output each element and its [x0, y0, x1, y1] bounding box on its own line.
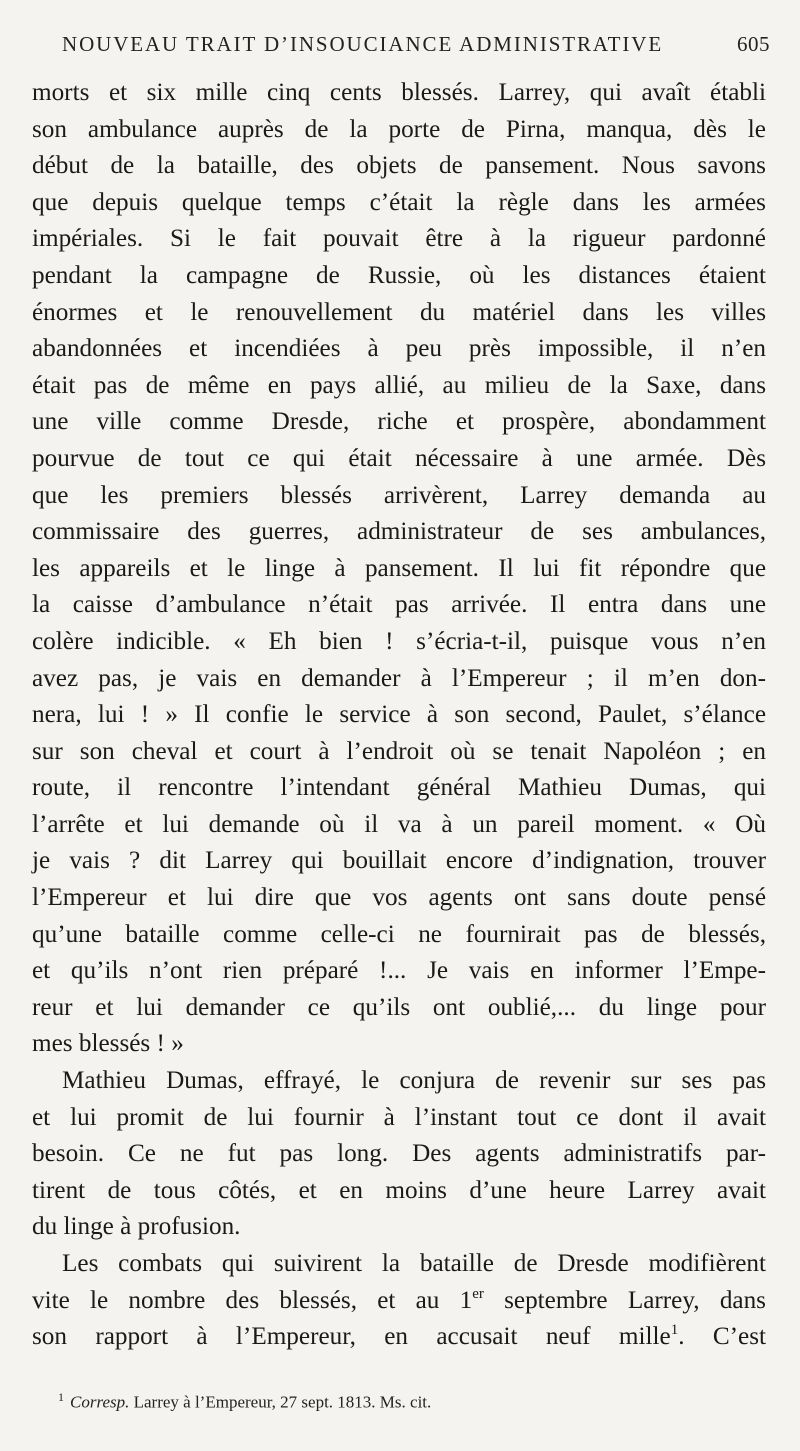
text-line: impériales. Si le fait pouvait être à la rigueur pardonné — [32, 225, 766, 253]
text-fragment: septembre Larrey, dans — [483, 1286, 766, 1314]
text-fragment: son rapport à l’Empereur, en accusait neuf mille — [32, 1323, 671, 1351]
text-line: du linge à profusion. — [32, 1213, 241, 1241]
text-line: l’Empereur et lui dire que vos agents ont sans doute pensé — [32, 884, 766, 912]
text-line: l’arrête et lui demande où il va à un pareil moment. « Où — [32, 810, 766, 838]
text-line — [32, 1319, 766, 1356]
page-number: 605 — [737, 32, 770, 56]
footnote-reference[interactable]: 1 — [670, 1322, 679, 1339]
text-line: une ville comme Dresde, riche et prospère, abondamment — [32, 408, 766, 436]
text-line: morts et six mille cinq cents blessés. Larrey, qui avaît établi — [32, 79, 766, 106]
text-line: énormes et le renouvellement du matériel dans les villes — [32, 298, 766, 326]
text-line: début de la bataille, des objets de pansement. Nous savons — [32, 152, 766, 180]
text-line: abandonnées et incendiées à peu près impossible, il n’en — [32, 335, 766, 363]
text-line: besoin. Ce ne fut pas long. Des agents administratifs par- — [32, 1140, 766, 1168]
text-line: nera, lui ! » Il confie le service à son second, Paulet, s’élance — [32, 701, 766, 729]
text-line: mes blessés ! » — [32, 1030, 184, 1058]
text-line: sur son cheval et court à l’endroit où se tenait Napoléon ; en — [32, 737, 766, 765]
text-line: Les combats qui suivirent la bataille de Dresde modifièrent — [62, 1250, 766, 1277]
text-line: pourvue de tout ce qui était nécessaire à une armée. Dès — [32, 444, 766, 472]
text-fragment: . C’est — [678, 1323, 766, 1351]
footnote-source: Corresp. — [70, 1392, 130, 1412]
text-line: Mathieu Dumas, effrayé, le conjura de revenir sur ses pas — [62, 1067, 766, 1095]
text-line: que depuis quelque temps c’était la règle dans les armées — [32, 188, 766, 216]
text-line: commissaire des guerres, administrateur de ses ambulances, — [32, 518, 766, 546]
text-line: les appareils et le linge à pansement. Il lui fit répondre que — [32, 554, 766, 582]
text-line: son ambulance auprès de la porte de Pirna, manqua, dès le — [32, 115, 766, 143]
text-line: la caisse d’ambulance n’était pas arrivée. Il entra dans une — [32, 591, 766, 619]
footnote-mark: 1 — [58, 1390, 64, 1404]
text-line: tirent de tous côtés, et en moins d’une heure Larrey avait — [32, 1176, 766, 1204]
body-text — [32, 75, 766, 1356]
text-line: était pas de même en pays allié, au milieu de la Saxe, dans — [32, 371, 766, 399]
text-line: pendant la campagne de Russie, où les distances étaient — [32, 261, 766, 289]
text-line: et qu’ils n’ont rien préparé !... Je vais en informer l’Empe- — [32, 957, 766, 985]
text-line: et lui promit de lui fournir à l’instant tout ce dont il avait — [32, 1103, 766, 1131]
text-line: qu’une bataille comme celle-ci ne fournirait pas de blessés, — [32, 920, 766, 948]
text-fragment: vite le nombre des blessés, et au 1 — [32, 1286, 473, 1314]
text-line: colère indicible. « Eh bien ! s’écria-t-il, puisque vous n’en — [32, 627, 766, 655]
running-head — [62, 32, 770, 60]
ordinal-superscript: er — [472, 1285, 484, 1302]
text-line: route, il rencontre l’intendant général Mathieu Dumas, qui — [32, 774, 766, 802]
running-title: NOUVEAU TRAIT D’INSOUCIANCE ADMINISTRATIVE — [62, 32, 664, 56]
text-line — [32, 1283, 766, 1320]
text-line: avez pas, je vais en demander à l’Empereur ; il m’en don- — [32, 664, 766, 692]
footnote — [58, 1390, 758, 1413]
text-line: je vais ? dit Larrey qui bouillait encore d’indignation, trouver — [32, 847, 766, 875]
text-line: que les premiers blessés arrivèrent, Larrey demanda au — [32, 481, 766, 509]
text-line: reur et lui demander ce qu’ils ont oublié,... du linge pour — [32, 993, 766, 1021]
footnote-text: Larrey à l’Empereur, 27 sept. 1813. Ms. cit. — [129, 1392, 432, 1412]
